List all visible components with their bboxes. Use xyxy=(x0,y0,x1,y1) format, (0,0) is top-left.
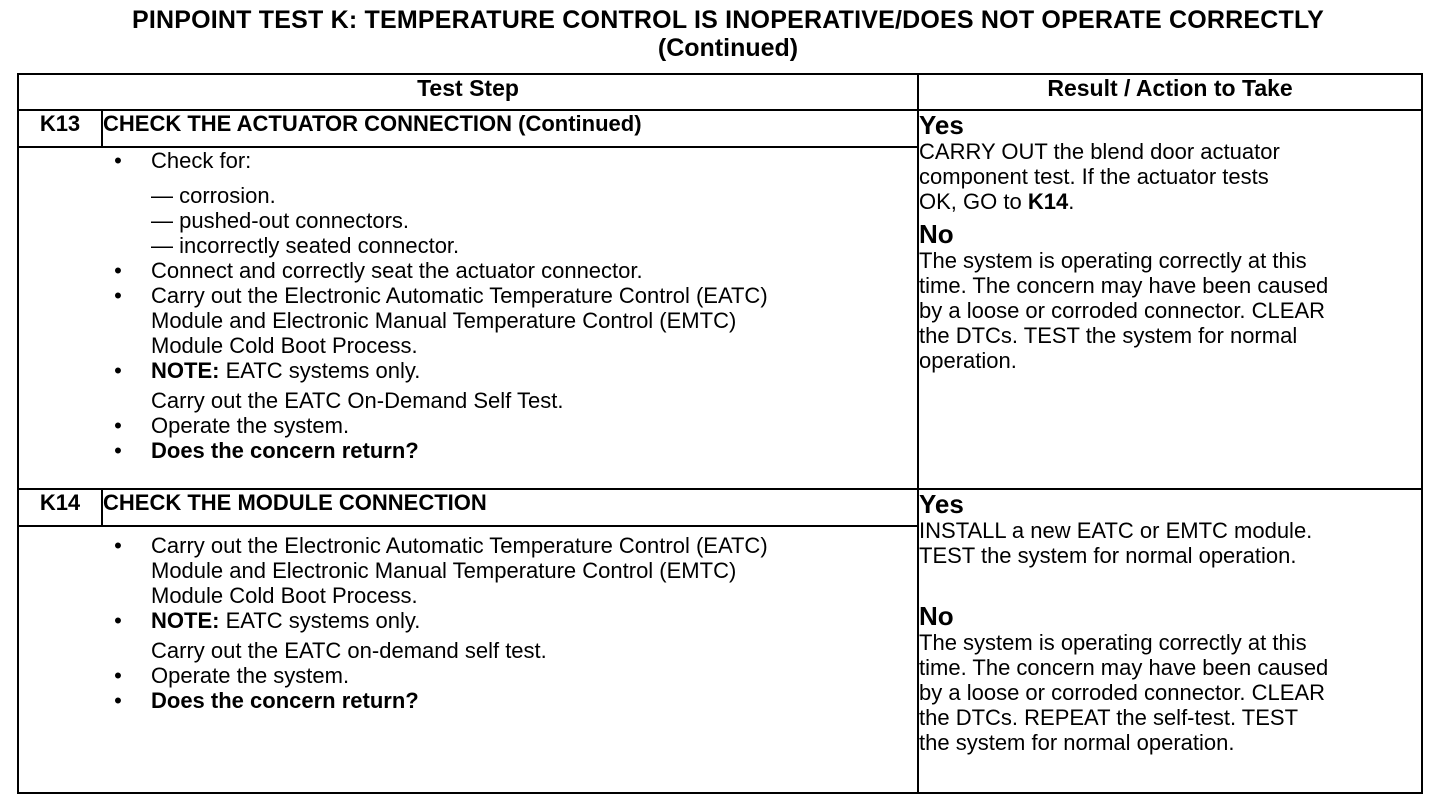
k13-dash-pushed-out: — pushed-out connectors. xyxy=(151,207,410,233)
step-k14-body xyxy=(18,526,918,793)
result-k14 xyxy=(918,489,1422,793)
bullet-icon: • xyxy=(114,257,122,283)
header-result-action: Result / Action to Take xyxy=(918,74,1422,110)
title-line-2: (Continued) xyxy=(657,34,799,62)
result-k14-yes-line2: TEST the system for normal operation. xyxy=(919,543,1297,569)
result-k13-no-line3: by a loose or corroded connector. CLEAR xyxy=(919,298,1326,324)
k14-question: Does the concern return? xyxy=(151,687,419,713)
step-k13-body xyxy=(18,147,918,490)
result-k13-no-label: No xyxy=(919,219,954,250)
k13-dash-seated: — incorrectly seated connector. xyxy=(151,232,460,258)
bullet-icon: • xyxy=(114,687,122,713)
result-k13-no-line4: the DTCs. TEST the system for normal xyxy=(919,323,1298,349)
result-k14-no-line2: time. The concern may have been caused xyxy=(919,655,1329,681)
list-item xyxy=(19,358,917,383)
list-item xyxy=(19,148,917,173)
k13-note-label: NOTE: xyxy=(151,357,220,383)
result-k13-no-line5: operation. xyxy=(919,348,1017,374)
list-item xyxy=(19,608,917,633)
pinpoint-test-table xyxy=(17,73,1423,794)
k13-cold-boot-3: Module Cold Boot Process. xyxy=(151,332,418,358)
result-k13-yes-label: Yes xyxy=(919,110,964,141)
list-item xyxy=(19,688,917,713)
table-header-row xyxy=(18,74,1422,110)
k14-self-test: Carry out the EATC on-demand self test. xyxy=(151,637,547,663)
k13-operate: Operate the system. xyxy=(151,412,350,438)
k14-cold-boot-3: Module Cold Boot Process. xyxy=(151,582,418,608)
step-k14-title-row xyxy=(18,489,1422,525)
step-k14-list xyxy=(19,533,917,713)
step-id-k14: K14 xyxy=(18,489,102,525)
k13-note-text: EATC systems only. xyxy=(219,357,421,383)
list-item xyxy=(19,413,917,438)
result-k13-yes-line2: component test. If the actuator tests xyxy=(919,164,1269,190)
k13-question: Does the concern return? xyxy=(151,437,419,463)
result-k14-no-line5: the system for normal operation. xyxy=(919,730,1235,756)
bullet-icon: • xyxy=(114,412,122,438)
result-k13-no-line2: time. The concern may have been caused xyxy=(919,273,1329,299)
header-test-step: Test Step xyxy=(18,74,918,110)
k13-dash-corrosion: — corrosion. xyxy=(151,182,276,208)
result-k13 xyxy=(918,110,1422,489)
bullet-icon: • xyxy=(114,607,122,633)
bullet-icon: • xyxy=(114,357,122,383)
result-k13-yes-line3-end: . xyxy=(1068,189,1075,215)
step-title-k13: CHECK THE ACTUATOR CONNECTION (Continued) xyxy=(102,110,918,146)
spacer xyxy=(919,568,1421,602)
k14-note-label: NOTE: xyxy=(151,607,220,633)
bullet-icon: • xyxy=(114,532,122,558)
k13-cold-boot-1: Carry out the Electronic Automatic Temperature Control (EATC) xyxy=(151,282,768,308)
k13-check-for: Check for: xyxy=(151,147,252,173)
result-k14-no-line3: by a loose or corroded connector. CLEAR xyxy=(919,680,1326,706)
k14-cold-boot-2: Module and Electronic Manual Temperature Control (EMTC) xyxy=(151,557,737,583)
result-k14-no-line4: the DTCs. REPEAT the self-test. TEST xyxy=(919,705,1299,731)
bullet-icon: • xyxy=(114,437,122,463)
result-k14-no-line1: The system is operating correctly at this xyxy=(919,630,1307,656)
result-k13-yes-line1: CARRY OUT the blend door actuator xyxy=(919,139,1280,165)
k14-cold-boot-1: Carry out the Electronic Automatic Temperature Control (EATC) xyxy=(151,532,768,558)
list-item xyxy=(19,533,917,558)
result-k13-no-line1: The system is operating correctly at this xyxy=(919,248,1307,274)
result-k14-no-label: No xyxy=(919,601,954,632)
k13-self-test: Carry out the EATC On-Demand Self Test. xyxy=(151,387,564,413)
title-line-1: PINPOINT TEST K: TEMPERATURE CONTROL IS INOPERATIVE/DOES NOT OPERATE CORRECTLY xyxy=(131,6,1325,34)
list-item xyxy=(19,438,917,463)
step-id-k13: K13 xyxy=(18,110,102,146)
list-item xyxy=(19,283,917,308)
k13-connect: Connect and correctly seat the actuator connector. xyxy=(151,257,643,283)
page-title xyxy=(0,6,1456,62)
result-k14-yes-label: Yes xyxy=(919,489,964,520)
list-item xyxy=(19,258,917,283)
result-k13-goto-k14: K14 xyxy=(1027,189,1069,215)
bullet-icon: • xyxy=(114,282,122,308)
result-k13-yes-line3-text: OK, GO to xyxy=(919,189,1028,215)
k14-operate: Operate the system. xyxy=(151,662,350,688)
result-k14-yes-line1: INSTALL a new EATC or EMTC module. xyxy=(919,518,1313,544)
result-k13-yes-line3 xyxy=(919,189,1421,214)
bullet-icon: • xyxy=(114,147,122,173)
step-title-k14: CHECK THE MODULE CONNECTION xyxy=(102,489,918,525)
k14-note-text: EATC systems only. xyxy=(219,607,421,633)
k13-cold-boot-2: Module and Electronic Manual Temperature Control (EMTC) xyxy=(151,307,737,333)
list-item xyxy=(19,663,917,688)
spacer xyxy=(19,173,917,183)
step-k13-title-row xyxy=(18,110,1422,146)
bullet-icon: • xyxy=(114,662,122,688)
step-k13-list xyxy=(19,148,917,463)
